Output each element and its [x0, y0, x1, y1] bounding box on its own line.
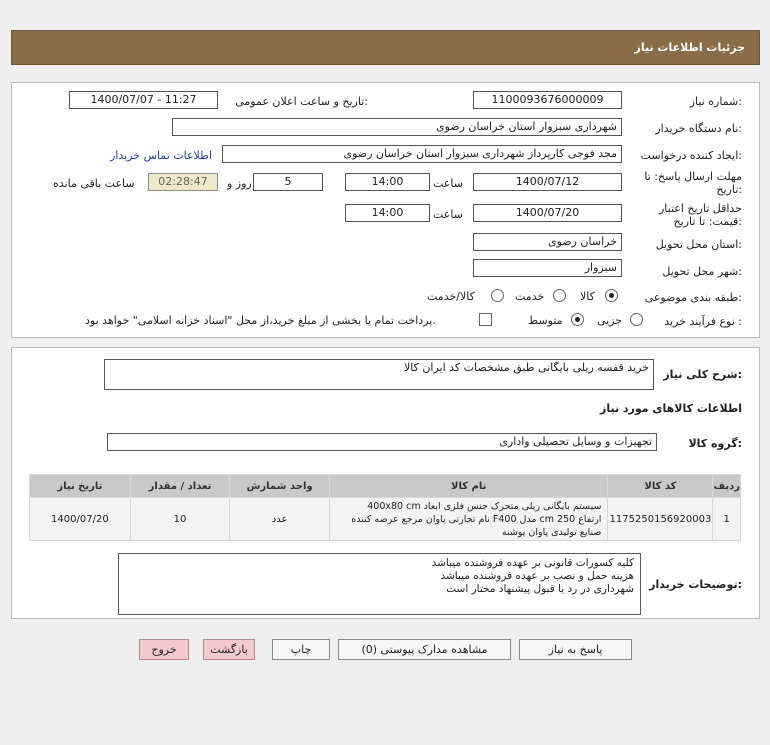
category-label: طبقه بندی موضوعی: [644, 291, 742, 304]
cell-date: 1400/07/20 [30, 498, 131, 541]
cell-name-line2: ارتفاع 250 cm مدل F400 نام تجارتی پاوان مرجع عرضه کننده [351, 513, 602, 525]
buyer-note-line: کلیه کسورات قانونی بر عهده فروشنده میباشد [431, 557, 634, 569]
deadline-label: مهلت ارسال پاسخ: تا [644, 170, 742, 183]
validity-label-2: قیمت: تا تاریخ: [673, 215, 742, 228]
goods-group-field: تجهیزات و وسایل تحصیلی واداری [107, 433, 657, 451]
validity-label: حداقل تاریخ اعتبار [658, 202, 742, 215]
buyer-note-line: هزینه حمل و نصب بر عهده فروشنده میباشد [440, 570, 634, 582]
process-medium-label: متوسط [528, 314, 563, 327]
process-minor-radio[interactable] [630, 313, 643, 326]
deadline-label-2: تاریخ: [716, 183, 742, 196]
buyer-org-field: شهرداری سبزوار استان خراسان رضوی [172, 118, 622, 136]
cell-name-line3: صنایع تولیدی پاوان پوشنه [501, 526, 602, 538]
process-minor-label: جزیی [597, 314, 623, 327]
treasury-payment-note: پرداخت تمام یا بخشی از مبلغ خرید،از محل "اسناد خزانه اسلامی" خواهد بود. [85, 314, 436, 327]
days-field: 5 [253, 173, 323, 191]
reply-button[interactable]: پاسخ به نیاز [519, 639, 632, 660]
deadline-date-field: 1400/07/12 [473, 173, 622, 191]
category-service-label: خدمت [515, 290, 545, 303]
remaining-label: ساعت باقی مانده [53, 177, 135, 190]
validity-time-label: ساعت [433, 208, 463, 221]
col-header-name: نام کالا [329, 475, 608, 498]
table-header-row [30, 475, 741, 498]
col-header-row: ردیف [713, 475, 741, 498]
page-header [11, 30, 760, 65]
category-goods-radio[interactable] [605, 289, 618, 302]
goods-group-label: گروه کالا: [688, 437, 742, 450]
col-header-unit: واحد شمارش [230, 475, 330, 498]
buyer-notes-box [118, 553, 641, 615]
goods-info-title: اطلاعات کالاهای مورد نیاز [600, 402, 742, 415]
col-header-date: تاریخ نیاز [30, 475, 131, 498]
view-documents-button[interactable]: مشاهده مدارک پیوستی (0) [338, 639, 511, 660]
category-service-radio[interactable] [553, 289, 566, 302]
page-title: جزئیات اطلاعات نیاز [634, 41, 745, 54]
col-header-qty: تعداد / مقدار [130, 475, 230, 498]
province-field: خراسان رضوی [473, 233, 622, 251]
remaining-time-field: 02:28:47 [148, 173, 218, 191]
deadline-time-field: 14:00 [345, 173, 430, 191]
col-header-code: کد کالا [608, 475, 713, 498]
buyer-notes-label: توضیحات خریدار: [649, 578, 742, 591]
deadline-time-label: ساعت [433, 177, 463, 190]
cell-qty: 10 [130, 498, 230, 541]
goods-table-wrapper [29, 474, 741, 541]
days-label: روز و [227, 177, 252, 190]
exit-button[interactable]: خروج [139, 639, 189, 660]
table-row [30, 498, 741, 541]
city-field: سبزوار [473, 259, 622, 277]
cell-name-line1: سیستم بایگانی ریلی متحرک جنس فلزی ابعاد 400x80 cm [367, 500, 602, 512]
creator-field: مجد فوجی کارپرداز شهرداری سبزوار استان خراسان رضوی [222, 145, 622, 163]
category-goods-label: کالا [580, 290, 595, 303]
buyer-org-label: نام دستگاه خریدار: [655, 122, 742, 135]
buyer-note-line: شهرداری در رد یا قبول پیشنهاد مختار است [446, 583, 634, 595]
validity-time-field: 14:00 [345, 204, 430, 222]
province-label: استان محل تحویل: [655, 238, 742, 251]
category-both-radio[interactable] [491, 289, 504, 302]
cell-name [329, 498, 608, 541]
cell-code: 1175250156920003 [608, 498, 713, 541]
need-desc-field: خرید قفسه ریلی بایگانی طبق مشخصات کد ایران کالا [104, 359, 654, 390]
need-number-field: 1100093676000009 [473, 91, 622, 109]
process-label: نوع فرآیند خرید : [664, 315, 742, 328]
category-both-label: کالا/خدمت [427, 290, 475, 303]
back-button[interactable]: بازگشت [203, 639, 255, 660]
contact-buyer-link[interactable]: اطلاعات تماس خریدار [110, 149, 212, 162]
treasury-payment-checkbox[interactable] [479, 313, 492, 326]
announce-label: تاریخ و ساعت اعلان عمومی: [235, 95, 368, 108]
cell-row: 1 [713, 498, 741, 541]
creator-label: ایجاد کننده درخواست: [640, 149, 742, 162]
goods-table [29, 474, 741, 541]
validity-date-field: 1400/07/20 [473, 204, 622, 222]
cell-unit: عدد [230, 498, 330, 541]
announce-field: 1400/07/07 - 11:27 [69, 91, 218, 109]
need-number-label: شماره نیاز: [689, 95, 742, 108]
need-desc-label: شرح کلی نیاز: [663, 368, 742, 381]
print-button[interactable]: چاپ [272, 639, 330, 660]
city-label: شهر محل تحویل: [662, 265, 742, 278]
process-medium-radio[interactable] [571, 313, 584, 326]
